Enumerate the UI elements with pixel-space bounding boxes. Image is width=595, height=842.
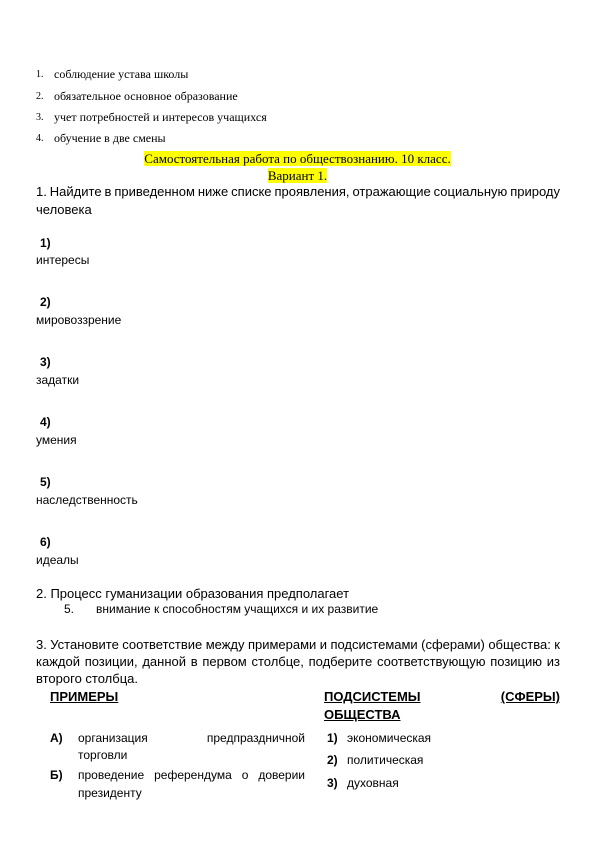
example-text-cont: торговли xyxy=(78,748,128,762)
sphere-number: 3) xyxy=(327,776,338,790)
list-number: 2. xyxy=(36,91,44,102)
list-item: обязательное основное образование xyxy=(54,89,238,103)
example-label: А) xyxy=(50,731,63,745)
sphere-text: политическая xyxy=(347,753,424,767)
sphere-text: экономическая xyxy=(347,731,432,745)
option-number: 3) xyxy=(40,355,51,369)
question-1-text: 1. Найдите в приведенном ниже списке проявления, отражающие социальную природу xyxy=(36,184,560,199)
sphere-number: 1) xyxy=(327,731,338,745)
option-text: задатки xyxy=(36,373,80,387)
example-label: Б) xyxy=(50,768,63,782)
option-text: наследственность xyxy=(36,493,138,507)
option-number: 5) xyxy=(40,475,51,489)
worksheet-title: Самостоятельная работа по обществознанию. 10 класс. xyxy=(144,151,451,166)
list-item: учет потребностей и интересов учащихся xyxy=(54,110,267,124)
list-item: обучение в две смены xyxy=(54,131,166,145)
column-header-examples: ПРИМЕРЫ xyxy=(50,689,119,704)
question-3-text-cont: каждой позиции, данной в первом столбце, подберите соответствующую позицию из xyxy=(36,654,560,669)
column-header-spheres-cont: ОБЩЕСТВА xyxy=(324,707,401,722)
option-number: 4) xyxy=(40,415,51,429)
list-number: 4. xyxy=(36,133,44,144)
option-number: 2) xyxy=(40,295,51,309)
example-text-cont: президенту xyxy=(78,786,142,800)
option-text: идеалы xyxy=(36,553,79,567)
option-number: 1) xyxy=(40,236,51,250)
question-2-text: 2. Процесс гуманизации образования предполагает xyxy=(36,586,350,601)
question-2-item-number: 5. xyxy=(64,602,75,616)
example-text: проведение референдума о доверии xyxy=(78,768,305,782)
option-number: 6) xyxy=(40,535,51,549)
question-3-text: 3. Установите соответствие между примерами и подсистемами (сферами) общества: к xyxy=(36,637,560,652)
option-text: мировоззрение xyxy=(36,313,122,327)
column-header-spheres: ПОДСИСТЕМЫ (СФЕРЫ) xyxy=(324,689,560,704)
question-1-text-cont: человека xyxy=(36,202,92,217)
example-text: организация предпраздничной xyxy=(78,731,305,745)
option-text: умения xyxy=(36,433,77,447)
question-2-item-text: внимание к способностям учащихся и их развитие xyxy=(96,602,379,616)
sphere-text: духовная xyxy=(347,776,399,790)
question-3-text-cont2: второго столбца. xyxy=(36,671,138,686)
list-item: соблюдение устава школы xyxy=(54,67,189,81)
option-text: интересы xyxy=(36,253,90,267)
list-number: 1. xyxy=(36,69,44,80)
variant-label: Вариант 1. xyxy=(267,168,328,183)
sphere-number: 2) xyxy=(327,753,338,767)
list-number: 3. xyxy=(36,112,44,123)
